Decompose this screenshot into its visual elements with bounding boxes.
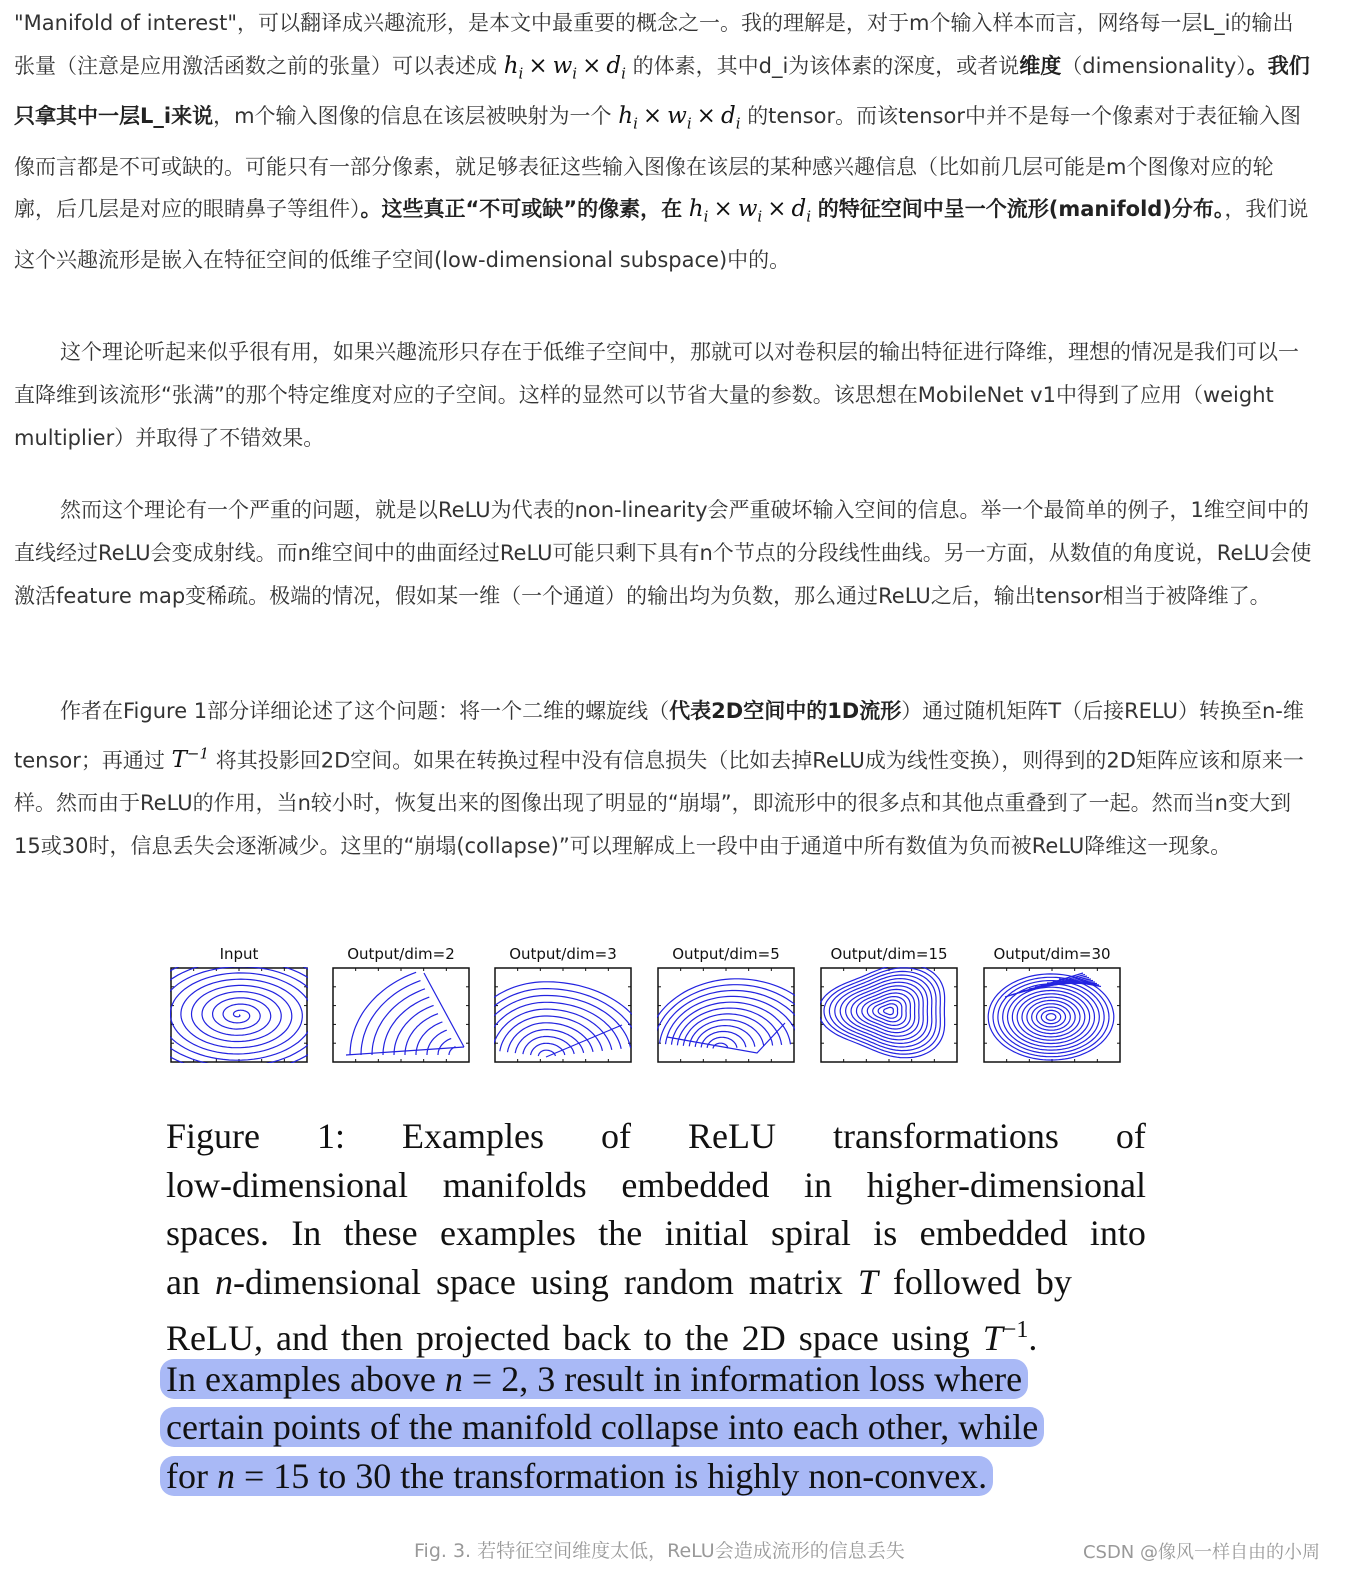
text-run: 的tensor。而该tensor中并不是每一个像素对于表征输入图像而言都是不可或缺的。可能只有一部分像素，就足够表征这些输入图像在该层的某种感兴趣信息（比如前几层可能是m个图像对应的轮廓，后几层是对应的眼睛鼻子等组件）	[14, 104, 1301, 222]
bold-text: 代表2D空间中的1D流形	[669, 699, 902, 723]
caption-line: ReLU, and then projected back to the 2D space using $T^{-1}$.	[166, 1317, 1038, 1358]
plot-title: Output/dim=3	[509, 945, 617, 963]
caption-line-highlighted	[166, 1452, 1146, 1501]
caption-line: spaces. In these examples the initial spiral is embedded into	[166, 1213, 1146, 1253]
text-run: 然而这个理论有一个严重的问题，就是以ReLU为代表的non-linearity会严重破坏输入空间的信息。举一个最简单的例子，1维空间中的直线经过ReLU会变成射线。而n维空间中的曲面经过ReLU可能只剩下具有n个节点的分段线性曲线。另一方面，从数值的角度说，ReLU会使激活feature map变稀疏。极端的情况，假如某一维（一个通道）的输出均为负数，那么通过ReLU之后，输出tensor相当于被降维了。	[14, 498, 1312, 608]
plot-title: Input	[219, 945, 259, 963]
text-highlight: for n = 15 to 30 the transformation is highly non-convex.	[160, 1456, 993, 1496]
text-run: 这个理论听起来似乎很有用，如果兴趣流形只存在于低维子空间中，那就可以对卷积层的输出特征进行降维，理想的情况是我们可以一直降维到该流形“张满”的那个特定维度对应的子空间。这样的显然可以节省大量的参数。该思想在MobileNet v1中得到了应用（weight multiplier）并取得了不错效果。	[14, 340, 1299, 450]
plot-input	[170, 945, 308, 1065]
figure-1-caption	[166, 1112, 1146, 1500]
paragraph-figure1	[14, 690, 1314, 868]
text-highlight: In examples above n = 2, 3 result in information loss where	[160, 1359, 1028, 1399]
spiral-plot	[657, 967, 795, 1063]
text-run: 作者在Figure 1部分详细论述了这个问题：将一个二维的螺旋线（	[60, 699, 670, 723]
text-run: ）通过随机矩阵T（后接RELU）转换至n-维tensor；再通过	[14, 699, 1304, 773]
math-t-inverse: $T^{-1}$	[171, 744, 210, 774]
math-hwd: $h_i \times w_i \times d_i$	[688, 196, 812, 226]
bold-text: 。我们只拿其中一层L_i来说	[14, 53, 1310, 129]
text-run: ，我们说这个兴趣流形是嵌入在特征空间的低维子空间(low-dimensional subspace)中的。	[14, 197, 1309, 272]
bold-text: 的特征空间中呈一个流形(manifold)分布。	[817, 197, 1225, 222]
spiral-plot	[983, 967, 1121, 1063]
caption-line: Figure 1: Examples of ReLU transformations of	[166, 1116, 1146, 1156]
text-run: ，m个输入图像的信息在该层被映射为一个	[213, 104, 612, 129]
text-run: 的体素，其中d_i为该体素的深度，或者说	[632, 53, 1020, 78]
plot-title: Output/dim=15	[830, 945, 948, 963]
figure-spiral-plots	[170, 945, 1122, 1070]
bold-text: 。这些真正“不可或缺”的像素，在	[360, 197, 683, 222]
paragraph-relu-problem	[14, 489, 1314, 617]
plot-title: Output/dim=30	[993, 945, 1111, 963]
caption-line: low-dimensional manifolds embedded in higher-dimensional	[166, 1164, 1146, 1205]
spiral-plot	[332, 967, 470, 1063]
csdn-watermark: CSDN @像风一样自由的小周	[1082, 1542, 1320, 1563]
spiral-plot	[494, 967, 632, 1063]
caption-line-highlighted	[166, 1355, 1146, 1404]
text-highlight: certain points of the manifold collapse into each other, while	[160, 1407, 1044, 1447]
plot-title: Output/dim=2	[347, 945, 455, 963]
plot-title: Output/dim=5	[672, 945, 780, 963]
paragraph-theory	[14, 331, 1314, 459]
paragraph-manifold-of-interest	[14, 2, 1314, 282]
math-hwd: $h_i \times w_i \times d_i$	[503, 52, 626, 83]
math-hwd: $h_i \times w_i \times d_i$	[618, 103, 741, 133]
spiral-plot	[820, 967, 958, 1063]
plot-dim-2	[332, 945, 470, 1065]
caption-line: an n-dimensional space using random matrix T followed by	[166, 1261, 1072, 1302]
plot-dim-15	[820, 945, 958, 1065]
plot-dim-3	[494, 945, 632, 1065]
plot-dim-5	[657, 945, 795, 1065]
text-run: （dimensionality）	[1061, 53, 1247, 78]
plot-dim-30	[983, 945, 1121, 1065]
image-caption: Fig. 3. 若特征空间维度太低，ReLU会造成流形的信息丢失	[414, 1540, 905, 1562]
spiral-plot	[170, 967, 308, 1063]
bold-text: 维度	[1019, 53, 1062, 78]
caption-line-highlighted	[166, 1403, 1146, 1452]
text-run: "Manifold of interest"，可以翻译成兴趣流形，是本文中最重要的概念之一。我的理解是，对于m个输入样本而言，网络每一层L_i的输出张量（注意是应用激活函数之前的张量）可以表述成	[14, 11, 1294, 78]
text-run: 将其投影回2D空间。如果在转换过程中没有信息损失（比如去掉ReLU成为线性变换），则得到的2D矩阵应该和原来一样。然而由于ReLU的作用，当n较小时，恢复出来的图像出现了明显的“崩塌”，即流形中的很多点和其他点重叠到了一起。然而当n变大到15或30时，信息丢失会逐渐减少。这里的“崩塌(collapse)”可以理解成上一段中由于通道中所有数值为负而被ReLU降维这一现象。	[14, 748, 1304, 859]
